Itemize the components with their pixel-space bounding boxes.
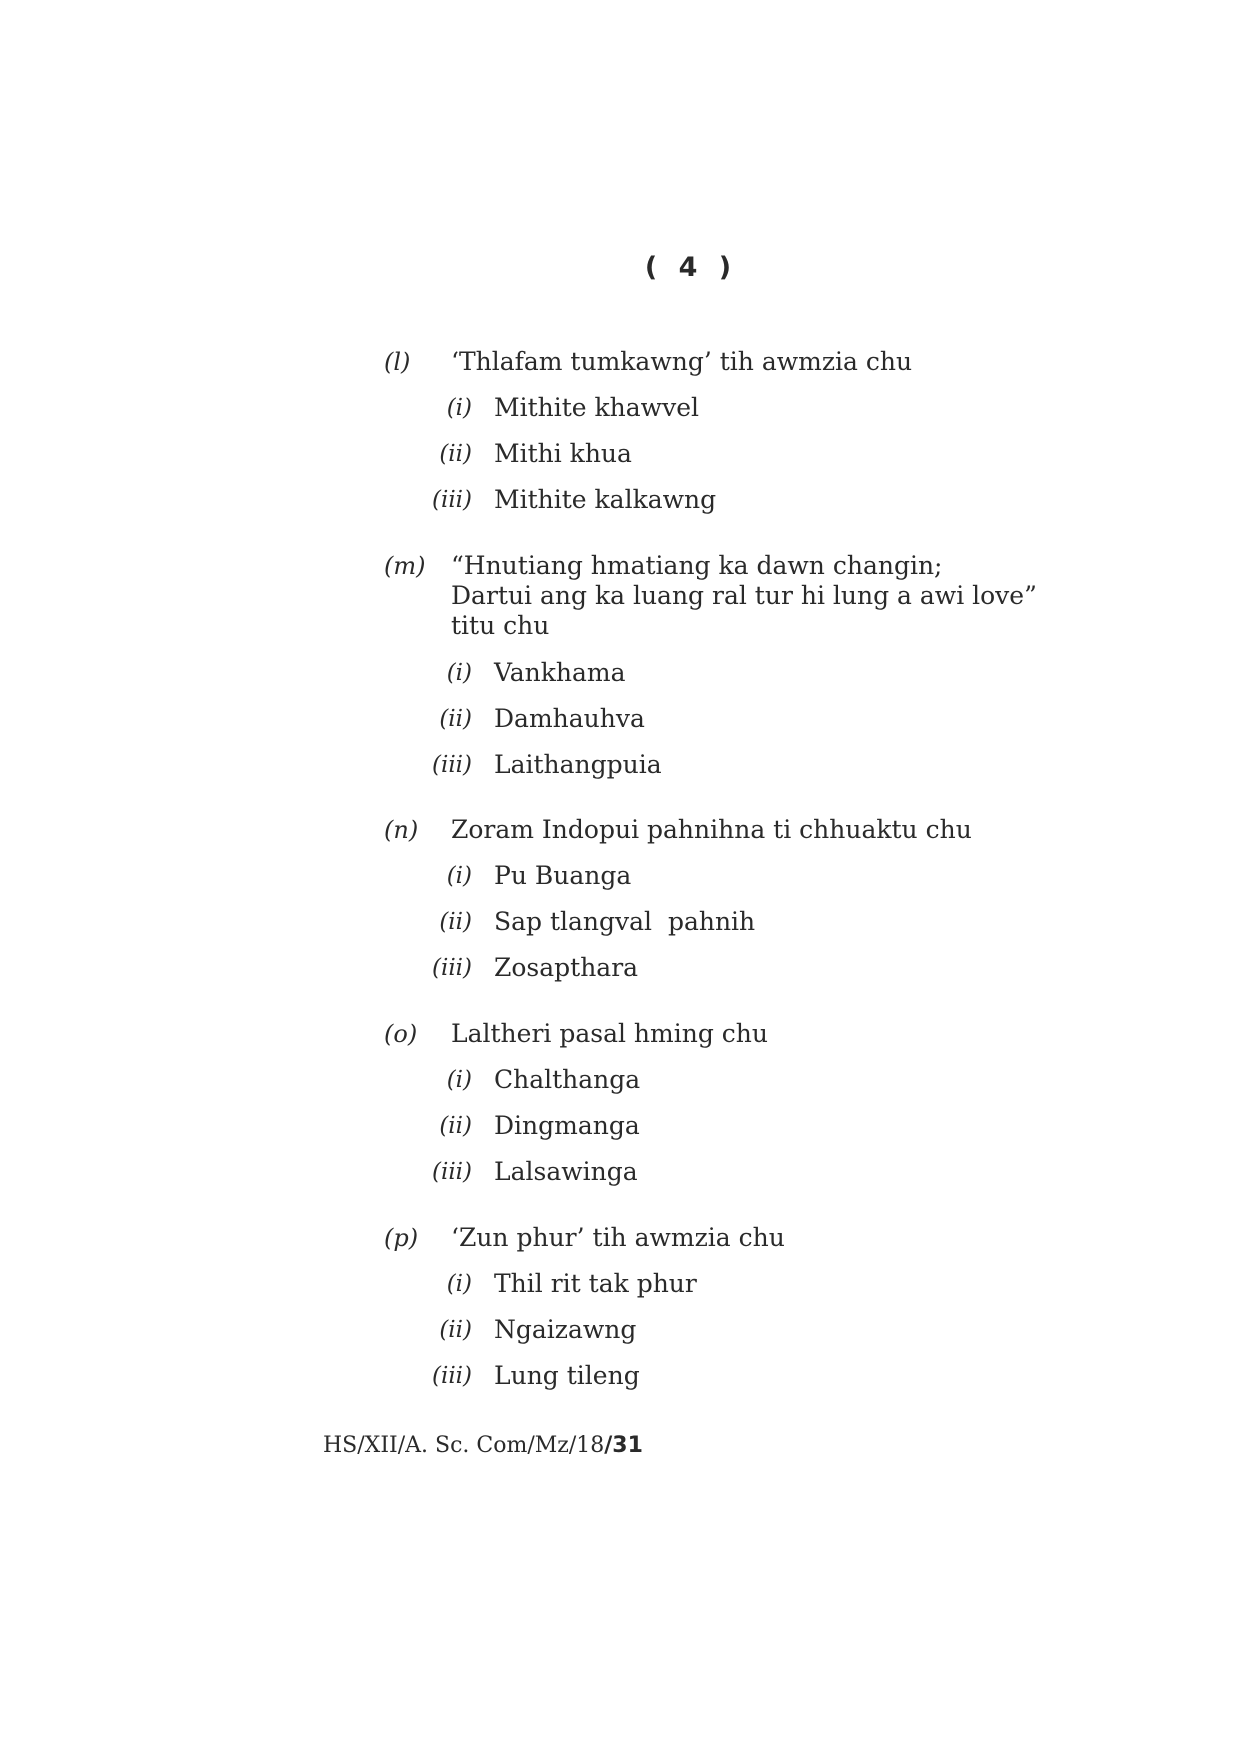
- option-text: Lalsawinga: [494, 1157, 638, 1186]
- question-label: (m): [384, 552, 426, 580]
- question-label: (n): [384, 816, 419, 844]
- option-text: Damhauhva: [494, 704, 645, 733]
- question-text: “Hnutiang hmatiang ka dawn changin; Dartui ang ka luang ral tur hi lung a awi love” titu chu: [451, 551, 1037, 640]
- question-text: ‘Thlafam tumkawng’ tih awmzia chu: [451, 347, 913, 376]
- option-label: (i): [446, 1067, 472, 1093]
- option-label: (ii): [439, 706, 472, 732]
- option-text: Pu Buanga: [494, 861, 632, 890]
- question-label: (o): [384, 1020, 418, 1048]
- option-label: (iii): [431, 1363, 472, 1389]
- question-label: (p): [384, 1224, 419, 1252]
- option-label: (iii): [431, 752, 472, 778]
- footer-code-number: /31: [604, 1433, 643, 1458]
- option-text: Sap tlangval pahnih: [494, 907, 756, 936]
- footer-code: [323, 1432, 643, 1460]
- option-text: Lung tileng: [494, 1361, 640, 1390]
- option-label: (ii): [439, 1317, 472, 1343]
- option-label: (ii): [439, 909, 472, 935]
- option-label: (iii): [431, 955, 472, 981]
- option-text: Mithite kalkawng: [494, 485, 717, 514]
- option-label: (i): [446, 395, 472, 421]
- option-text: Laithangpuia: [494, 750, 662, 779]
- option-text: Thil rit tak phur: [494, 1269, 697, 1298]
- option-text: Dingmanga: [494, 1111, 640, 1140]
- option-text: Mithi khua: [494, 439, 632, 468]
- option-text: Mithite khawvel: [494, 393, 699, 422]
- option-label: (ii): [439, 441, 472, 467]
- option-text: Vankhama: [494, 658, 626, 687]
- question-text: Laltheri pasal hming chu: [451, 1019, 768, 1048]
- option-text: Ngaizawng: [494, 1315, 637, 1344]
- question-text: Zoram Indopui pahnihna ti chhuaktu chu: [451, 815, 972, 844]
- option-text: Chalthanga: [494, 1065, 641, 1094]
- option-label: (i): [446, 1271, 472, 1297]
- option-label: (i): [446, 660, 472, 686]
- option-label: (iii): [431, 1159, 472, 1185]
- option-text: Zosapthara: [494, 953, 639, 982]
- question-text: ‘Zun phur’ tih awmzia chu: [451, 1223, 785, 1252]
- option-label: (ii): [439, 1113, 472, 1139]
- option-label: (iii): [431, 487, 472, 513]
- footer-code-text: HS/XII/A. Sc. Com/Mz/18: [323, 1433, 605, 1458]
- page-number: ( 4 ): [644, 252, 738, 283]
- option-label: (i): [446, 863, 472, 889]
- question-label: (l): [384, 348, 411, 376]
